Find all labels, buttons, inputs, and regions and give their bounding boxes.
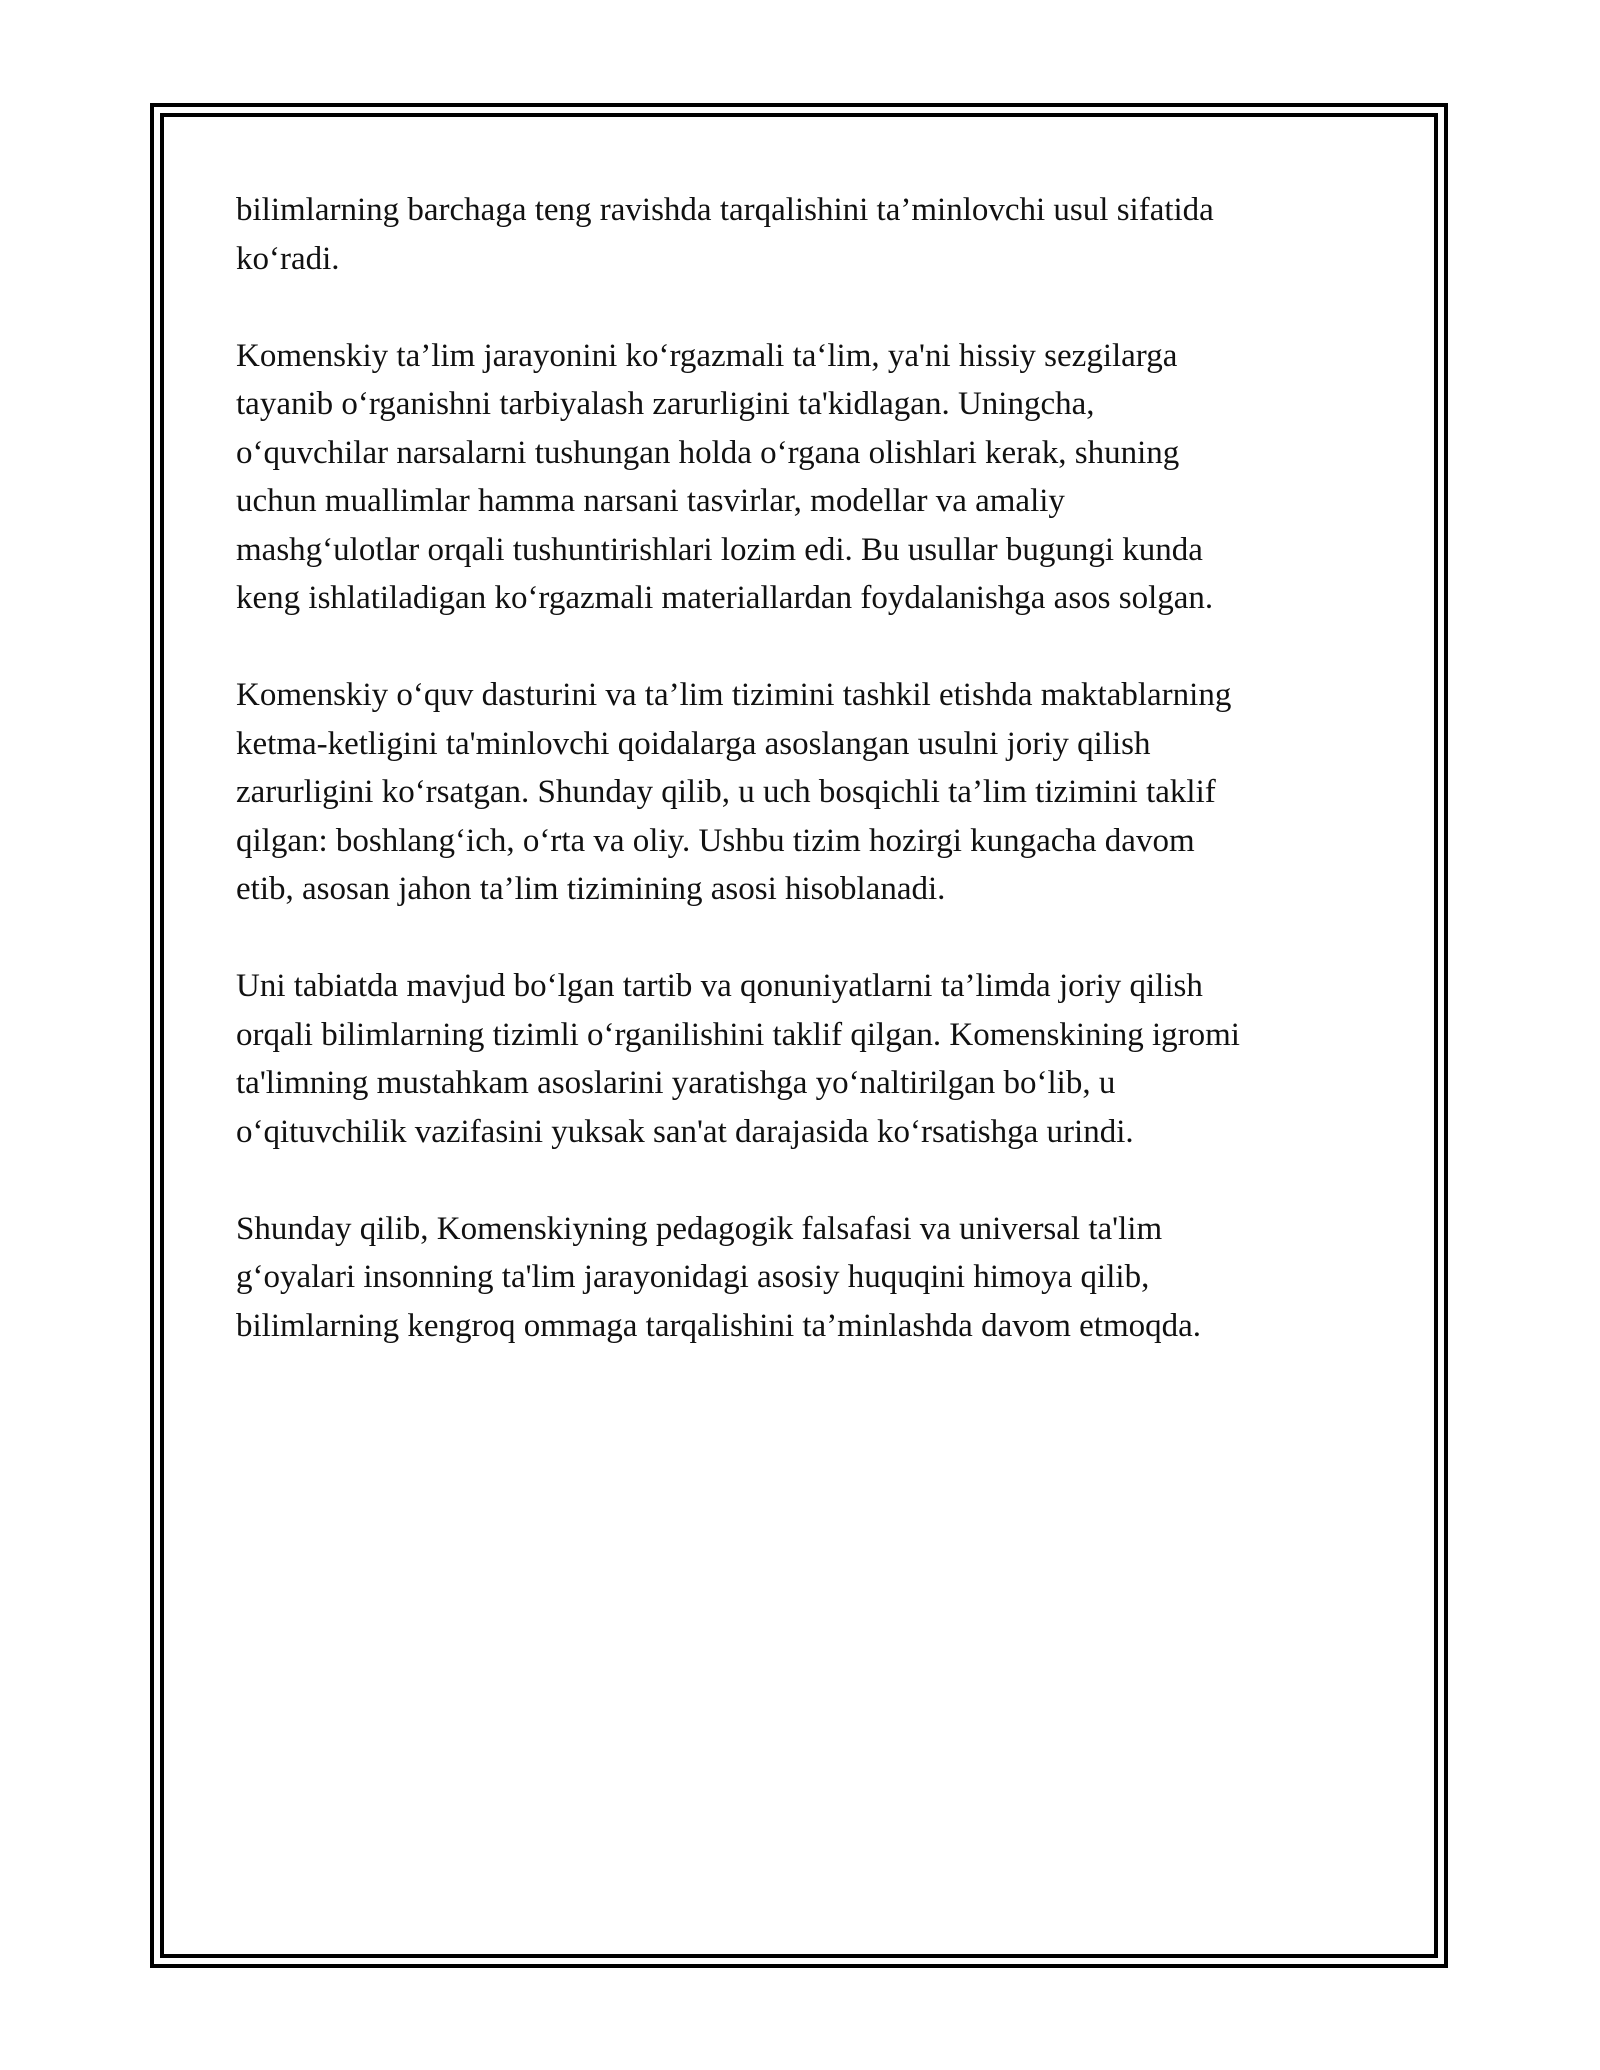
document-body <box>236 186 1366 1399</box>
paragraph: bilimlarning barchaga teng ravishda tarqalishini ta’minlovchi usul sifatida ko‘radi. <box>236 192 1214 277</box>
paragraph: Komenskiy o‘quv dasturini va ta’lim tizimini tashkil etishda maktablarning ketma-ketligini ta'minlovchi qoidalarga asoslangan usulni joriy qilish zarurligini ko‘rsatgan. Shunday qilib, u uch bosqichli ta’lim tizimini taklif qilgan: boshlang‘ich, o‘rta va oliy. Ushbu tizim hozirgi kungacha davom etib, asosan jahon ta’lim tizimining asosi hisoblanadi. <box>236 677 1232 907</box>
paragraph: Uni tabiatda mavjud bo‘lgan tartib va qonuniyatlarni ta’limda joriy qilish orqali bilimlarning tizimli o‘rganilishini taklif qilgan. Komenskining igromi ta'limning mustahkam asoslarini yaratishga yo‘naltirilgan bo‘lib, u o‘qituvchilik vazifasini yuksak san'at darajasida ko‘rsatishga urindi. <box>236 968 1240 1150</box>
paragraph: Shunday qilib, Komenskiyning pedagogik falsafasi va universal ta'lim g‘oyalari insonning ta'lim jarayonidagi asosiy huquqini himoya qilib, bilimlarning kengroq ommaga tarqalishini ta’minlashda davom etmoqda. <box>236 1210 1202 1344</box>
paragraph: Komenskiy ta’lim jarayonini ko‘rgazmali ta‘lim, ya'ni hissiy sezgilarga tayanib o‘rganishni tarbiyalash zarurligini ta'kidlagan. Uningcha, o‘quvchilar narsalarni tushungan holda o‘rgana olishlari kerak, shuning uchun muallimlar hamma narsani tasvirlar, modellar va amaliy mashg‘ulotlar orqali tushuntirishlari lozim edi. Bu usullar bugungi kunda keng ishlatiladigan ko‘rgazmali materiallardan foydalanishga asos solgan. <box>236 337 1214 616</box>
